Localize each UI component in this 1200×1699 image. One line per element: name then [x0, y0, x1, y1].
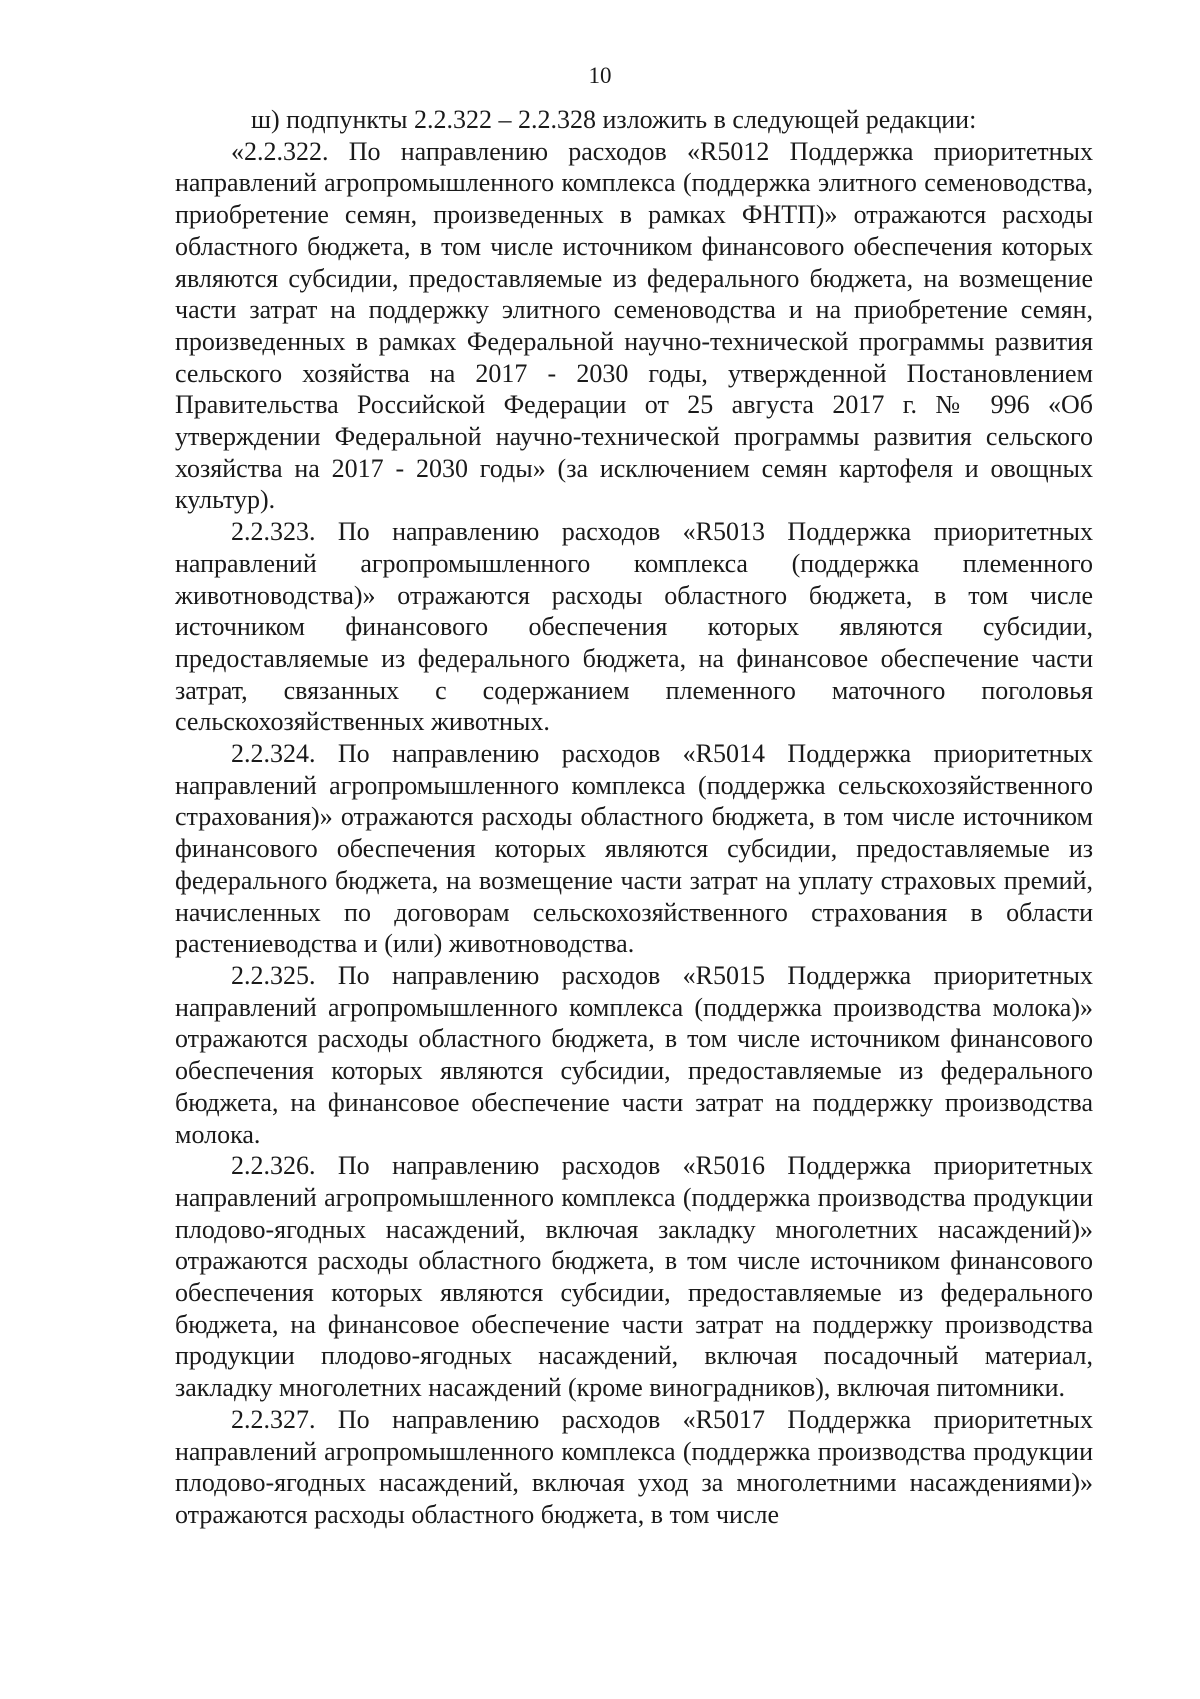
- paragraph-2-2-322: «2.2.322. По направлению расходов «R5012 Поддержка приоритетных направлений агропромышленного комплекса (поддержка элитного семеноводства, приобретение семян, произведенных в рамках ФНТП)» отражаются расходы областного бюджета, в том числе источником финансового обеспечения которых являются субсидии, предоставляемые из федерального бюджета, на возмещение части затрат на поддержку элитного семеноводства и на приобретение семян, произведенных в рамках Федеральной научно-технической программы развития сельского хозяйства на 2017 - 2030 годы, утвержденной Постановлением Правительства Российской Федерации от 25 августа 2017 г. № 996 «Об утверждении Федеральной научно-технической программы развития сельского хозяйства на 2017 - 2030 годы» (за исключением семян картофеля и овощных культур).: [175, 136, 1093, 515]
- paragraph-2-2-327: 2.2.327. По направлению расходов «R5017 Поддержка приоритетных направлений агропромышленного комплекса (поддержка производства продукции плодово-ягодных насаждений, включая уход за многолетними насаждениями)» отражаются расходы областного бюджета, в том числе: [175, 1404, 1093, 1529]
- document-body: [175, 104, 1093, 1531]
- paragraph-2-2-326: 2.2.326. По направлению расходов «R5016 Поддержка приоритетных направлений агропромышленного комплекса (поддержка производства продукции плодово-ягодных насаждений, включая закладку многолетних насаждений)» отражаются расходы областного бюджета, в том числе источником финансового обеспечения которых являются субсидии, предоставляемые из федерального бюджета, на финансовое обеспечение части затрат на поддержку производства продукции плодово-ягодных насаждений, включая посадочный материал, закладку многолетних насаждений (кроме виноградников), включая питомники.: [175, 1151, 1093, 1403]
- paragraph-2-2-325: 2.2.325. По направлению расходов «R5015 Поддержка приоритетных направлений агропромышленного комплекса (поддержка производства молока)» отражаются расходы областного бюджета, в том числе источником финансового обеспечения которых являются субсидии, предоставляемые из федерального бюджета, на финансовое обеспечение части затрат на поддержку производства молока.: [175, 960, 1093, 1149]
- paragraph-2-2-323: 2.2.323. По направлению расходов «R5013 Поддержка приоритетных направлений агропромышленного комплекса (поддержка племенного животноводства)» отражаются расходы областного бюджета, в том числе источником финансового обеспечения которых являются субсидии, предоставляемые из федерального бюджета, на финансовое обеспечение части затрат, связанных с содержанием племенного маточного поголовья сельскохозяйственных животных.: [175, 517, 1093, 737]
- paragraph-intro: ш) подпункты 2.2.322 – 2.2.328 изложить в следующей редакции:: [251, 105, 977, 134]
- paragraph-2-2-324: 2.2.324. По направлению расходов «R5014 Поддержка приоритетных направлений агропромышленного комплекса (поддержка сельскохозяйственного страхования)» отражаются расходы областного бюджета, в том числе источником финансового обеспечения которых являются субсидии, предоставляемые из федерального бюджета, на возмещение части затрат на уплату страховых премий, начисленных по договорам сельскохозяйственного страхования в области растениеводства и (или) животноводства.: [175, 739, 1093, 959]
- page-number: 10: [588, 63, 612, 88]
